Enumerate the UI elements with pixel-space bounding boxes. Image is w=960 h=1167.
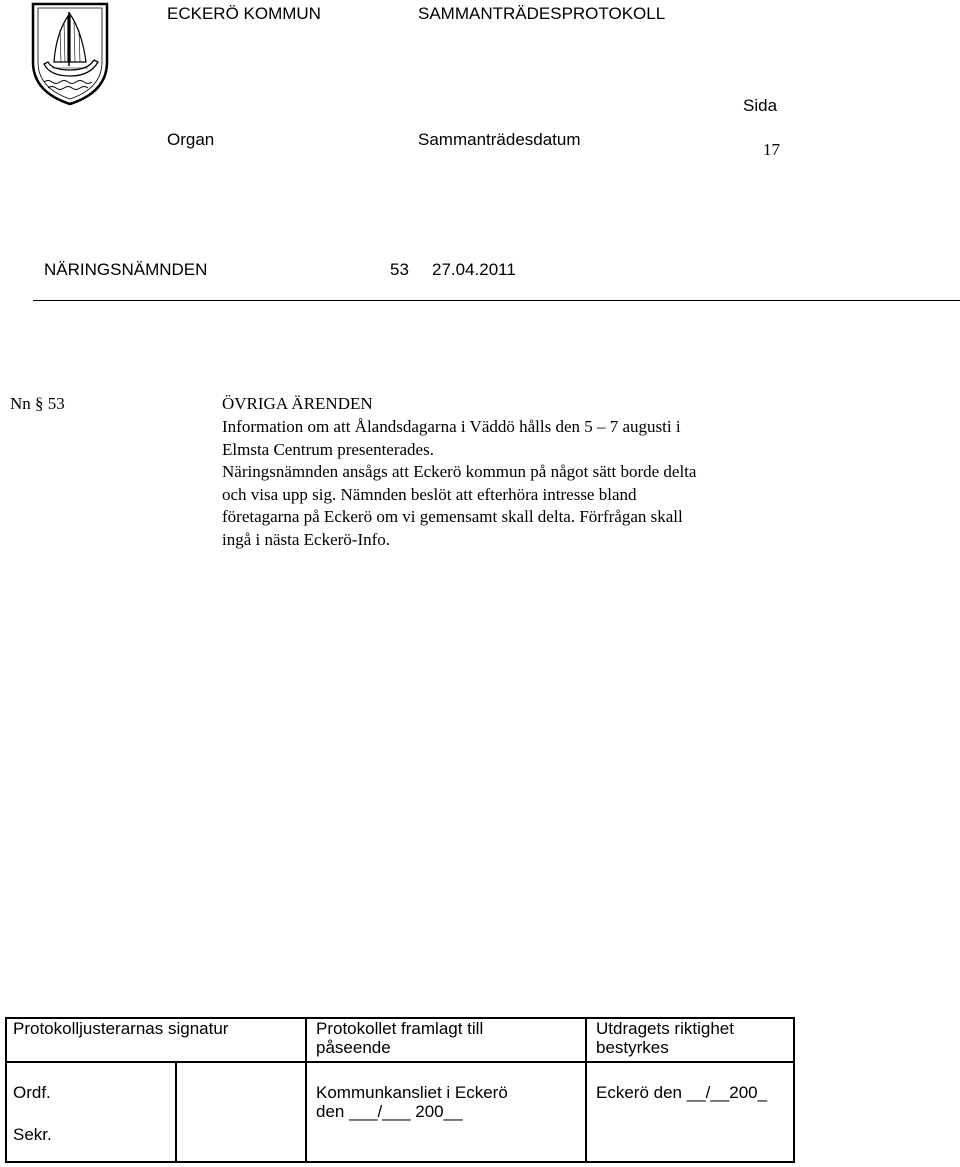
signature-header: Protokolljusterarnas signatur: [13, 1019, 229, 1038]
section-number: Nn § 53: [10, 394, 65, 413]
body-line: och visa upp sig. Nämnden beslöt att efterhöra intresse bland: [222, 484, 637, 504]
chairman-label: Ordf.: [13, 1083, 51, 1102]
office-info: [316, 1083, 508, 1121]
table-divider: [175, 1061, 177, 1161]
secretary-label: Sekr.: [13, 1125, 52, 1144]
office-date-line: den ___/___ 200__: [316, 1102, 463, 1121]
extract-header-line: bestyrkes: [596, 1038, 669, 1057]
organ-label: Organ: [167, 130, 215, 149]
extract-date-line: Eckerö den __/__200_: [596, 1083, 768, 1102]
table-divider: [305, 1019, 307, 1161]
meeting-date: 27.04.2011: [432, 260, 516, 279]
posted-header-line: påseende: [316, 1038, 391, 1057]
posted-header: [316, 1019, 483, 1057]
document-type: SAMMANTRÄDESPROTOKOLL: [418, 4, 666, 23]
section-heading: ÖVRIGA ÄRENDEN: [222, 394, 373, 413]
table-divider: [7, 1061, 793, 1063]
signature-table: [5, 1017, 795, 1163]
extract-header-line: Utdragets riktighet: [596, 1019, 734, 1038]
municipality-name: ECKERÖ KOMMUN: [167, 4, 321, 23]
municipal-crest-logo: [30, 2, 110, 106]
table-divider: [585, 1019, 587, 1161]
body-line: Elmsta Centrum presenterades.: [222, 439, 434, 459]
page-number: 17: [763, 140, 780, 159]
meeting-date-label: Sammanträdesdatum: [418, 130, 581, 149]
body-line: företagarna på Eckerö om vi gemensamt skall delta. Förfrågan skall: [222, 507, 683, 526]
page-label: Sida: [743, 96, 778, 115]
body-line: Näringsnämnden ansågs att Eckerö kommun på något sätt borde delta: [222, 462, 697, 481]
extract-header: [596, 1019, 734, 1057]
body-line: ingå i nästa Eckerö-Info.: [222, 529, 391, 549]
organ-value: NÄRINGSNÄMNDEN: [44, 260, 208, 279]
header-divider: [33, 300, 960, 301]
body-paragraph: [222, 416, 696, 551]
meeting-number: 53: [390, 260, 409, 279]
office-line: Kommunkansliet i Eckerö: [316, 1083, 508, 1102]
posted-header-line: Protokollet framlagt till: [316, 1019, 484, 1038]
body-line: Information om att Ålandsdagarna i Väddö hålls den 5 – 7 augusti i: [222, 417, 681, 436]
